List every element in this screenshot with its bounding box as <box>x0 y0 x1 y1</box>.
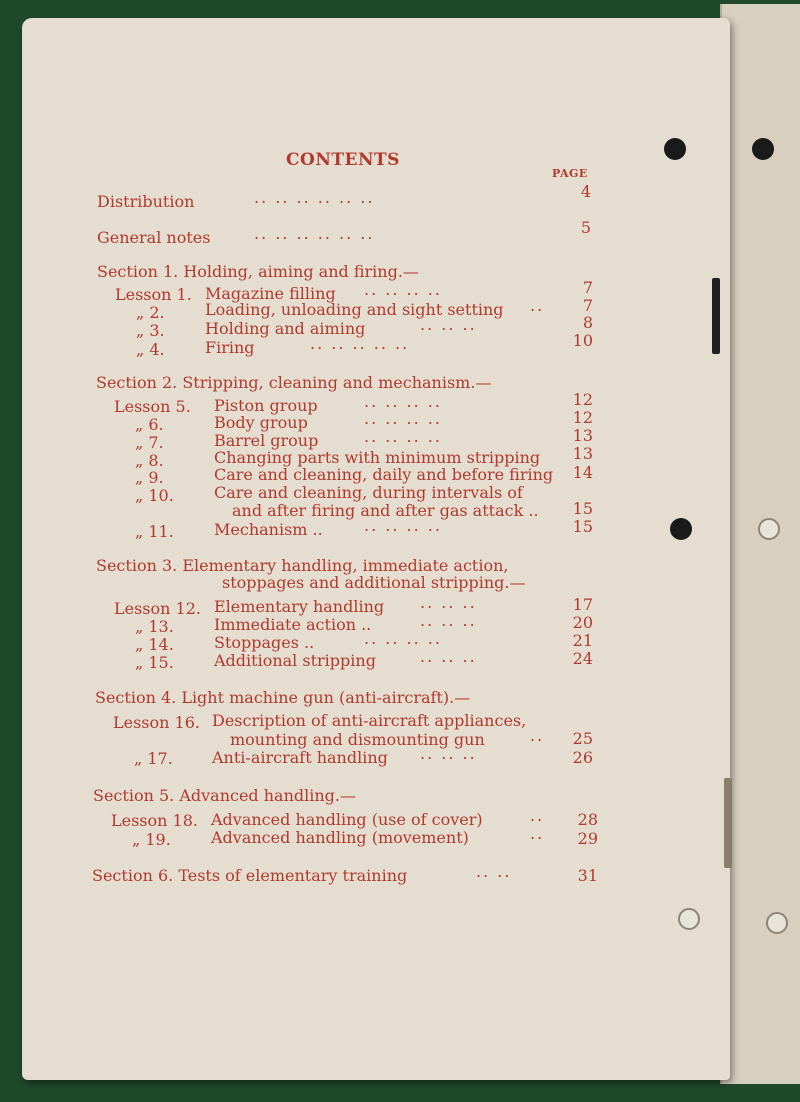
toc-entry-label: Additional stripping <box>214 651 376 670</box>
leader-dots: .. .. .. .. <box>364 280 442 299</box>
toc-entry-label: Stoppages .. <box>214 633 315 652</box>
section-heading-continued: stoppages and additional stripping.— <box>222 573 526 592</box>
leader-dots: .. .. .. .. <box>364 516 442 535</box>
leader-dots: .. <box>530 296 545 315</box>
leader-dots: .. .. .. .. <box>364 392 442 411</box>
toc-entry-label: Piston group <box>214 396 318 415</box>
toc-entry-page: 4 <box>580 182 591 201</box>
lesson-number: „ 15. <box>135 653 174 672</box>
toc-entry-label: Holding and aiming <box>205 319 366 338</box>
punch-hole <box>664 138 686 160</box>
toc-entry-page: 26 <box>572 748 593 767</box>
toc-entry-page: 29 <box>577 829 598 848</box>
toc-entry-label: Anti-aircraft handling <box>212 748 388 767</box>
toc-entry-label: Distribution <box>97 192 195 211</box>
toc-entry-page: 13 <box>572 444 593 463</box>
toc-entry-label: Firing <box>205 338 255 357</box>
punch-hole <box>670 518 692 540</box>
lesson-number: „ 13. <box>135 617 174 636</box>
punch-hole <box>758 518 780 540</box>
contents-page <box>22 18 730 1080</box>
toc-entry-label: Magazine filling <box>205 284 336 303</box>
toc-entry-page: 31 <box>577 866 598 885</box>
lesson-number: Lesson 1. <box>115 285 192 304</box>
leader-dots: .. .. .. <box>420 315 477 334</box>
punch-hole <box>752 138 774 160</box>
lesson-number: „ 6. <box>135 415 164 434</box>
lesson-number: „ 2. <box>136 303 165 322</box>
next-page-edge <box>720 4 800 1084</box>
leader-dots: .. .. .. .. .. .. <box>254 188 375 207</box>
leader-dots: .. .. .. .. .. .. <box>254 224 375 243</box>
section-heading: Section 1. Holding, aiming and firing.— <box>97 262 419 281</box>
lesson-number: „ 4. <box>136 340 165 359</box>
page-column-header: PAGE <box>552 167 588 180</box>
toc-entry-page: 13 <box>572 426 593 445</box>
leader-dots: .. .. .. .. .. <box>310 334 410 353</box>
toc-entry-label-continued: and after firing and after gas attack .. <box>232 501 539 520</box>
toc-entry-page: 7 <box>582 278 593 297</box>
toc-entry-label: Advanced handling (movement) <box>211 828 469 847</box>
leader-dots: .. <box>530 806 545 825</box>
staple-slot <box>712 278 720 354</box>
lesson-number: „ 3. <box>136 321 165 340</box>
lesson-number: „ 7. <box>135 433 164 452</box>
leader-dots: .. .. .. <box>420 744 477 763</box>
lesson-number: „ 17. <box>134 749 173 768</box>
section-heading: Section 3. Elementary handling, immediate action, <box>96 556 509 575</box>
toc-entry-label: Barrel group <box>214 431 319 450</box>
toc-entry-label-continued: mounting and dismounting gun <box>230 730 485 749</box>
toc-entry-label: Care and cleaning, daily and before firing <box>214 465 554 484</box>
toc-entry-label: Loading, unloading and sight setting <box>205 300 504 319</box>
leader-dots: .. .. .. <box>420 647 477 666</box>
lesson-number: Lesson 18. <box>111 811 198 830</box>
punch-hole <box>678 908 700 930</box>
toc-entry-page: 28 <box>577 810 598 829</box>
leader-dots: .. .. .. <box>420 611 477 630</box>
toc-entry-page: 10 <box>572 331 593 350</box>
section-heading: Section 2. Stripping, cleaning and mechanism.— <box>96 373 492 392</box>
lesson-number: „ 8. <box>135 451 164 470</box>
toc-entry-page: 20 <box>572 613 593 632</box>
leader-dots: .. .. .. .. <box>364 427 442 446</box>
lesson-number: „ 9. <box>135 468 164 487</box>
toc-entry-page: 7 <box>582 296 593 315</box>
contents-heading: CONTENTS <box>286 150 400 170</box>
staple-slot <box>724 778 732 868</box>
toc-entry-page: 24 <box>572 649 593 668</box>
toc-entry-page: 17 <box>572 595 593 614</box>
section-heading: Section 4. Light machine gun (anti-aircraft).— <box>95 688 471 707</box>
toc-entry-page: 21 <box>572 631 593 650</box>
lesson-number: „ 14. <box>135 635 174 654</box>
leader-dots: .. .. .. .. <box>364 629 442 648</box>
toc-entry-label: Changing parts with minimum stripping <box>214 448 541 467</box>
leader-dots: .. <box>530 824 545 843</box>
toc-entry-label: Description of anti-aircraft appliances, <box>212 711 527 730</box>
toc-entry-label: General notes <box>97 228 211 247</box>
lesson-number: „ 11. <box>135 522 174 541</box>
leader-dots: .. .. .. <box>420 593 477 612</box>
punch-hole <box>766 912 788 934</box>
toc-entry-page: 15 <box>572 517 593 536</box>
toc-entry-label: Immediate action .. <box>214 615 372 634</box>
toc-entry-label: Mechanism .. <box>214 520 323 539</box>
lesson-number: Lesson 16. <box>113 713 200 732</box>
section-heading: Section 5. Advanced handling.— <box>93 786 357 805</box>
toc-entry-page: 15 <box>572 499 593 518</box>
lesson-number: Lesson 12. <box>114 599 201 618</box>
toc-entry-label: Advanced handling (use of cover) <box>211 810 483 829</box>
toc-entry-page: 12 <box>572 408 593 427</box>
toc-entry-label: Body group <box>214 413 308 432</box>
toc-entry-page: 8 <box>582 313 593 332</box>
toc-entry-page: 14 <box>572 463 593 482</box>
lesson-number: Lesson 5. <box>114 397 191 416</box>
leader-dots: .. <box>530 726 545 745</box>
lesson-number: „ 10. <box>135 486 174 505</box>
toc-entry-page: 25 <box>572 729 593 748</box>
toc-entry-page: 5 <box>580 218 591 237</box>
toc-entry-label: Elementary handling <box>214 597 385 616</box>
leader-dots: .. .. .. .. <box>364 409 442 428</box>
section-heading: Section 6. Tests of elementary training <box>92 866 408 885</box>
leader-dots: .. .. <box>476 862 512 881</box>
toc-entry-label: Care and cleaning, during intervals of <box>214 483 523 502</box>
lesson-number: „ 19. <box>132 830 171 849</box>
toc-entry-page: 12 <box>572 390 593 409</box>
